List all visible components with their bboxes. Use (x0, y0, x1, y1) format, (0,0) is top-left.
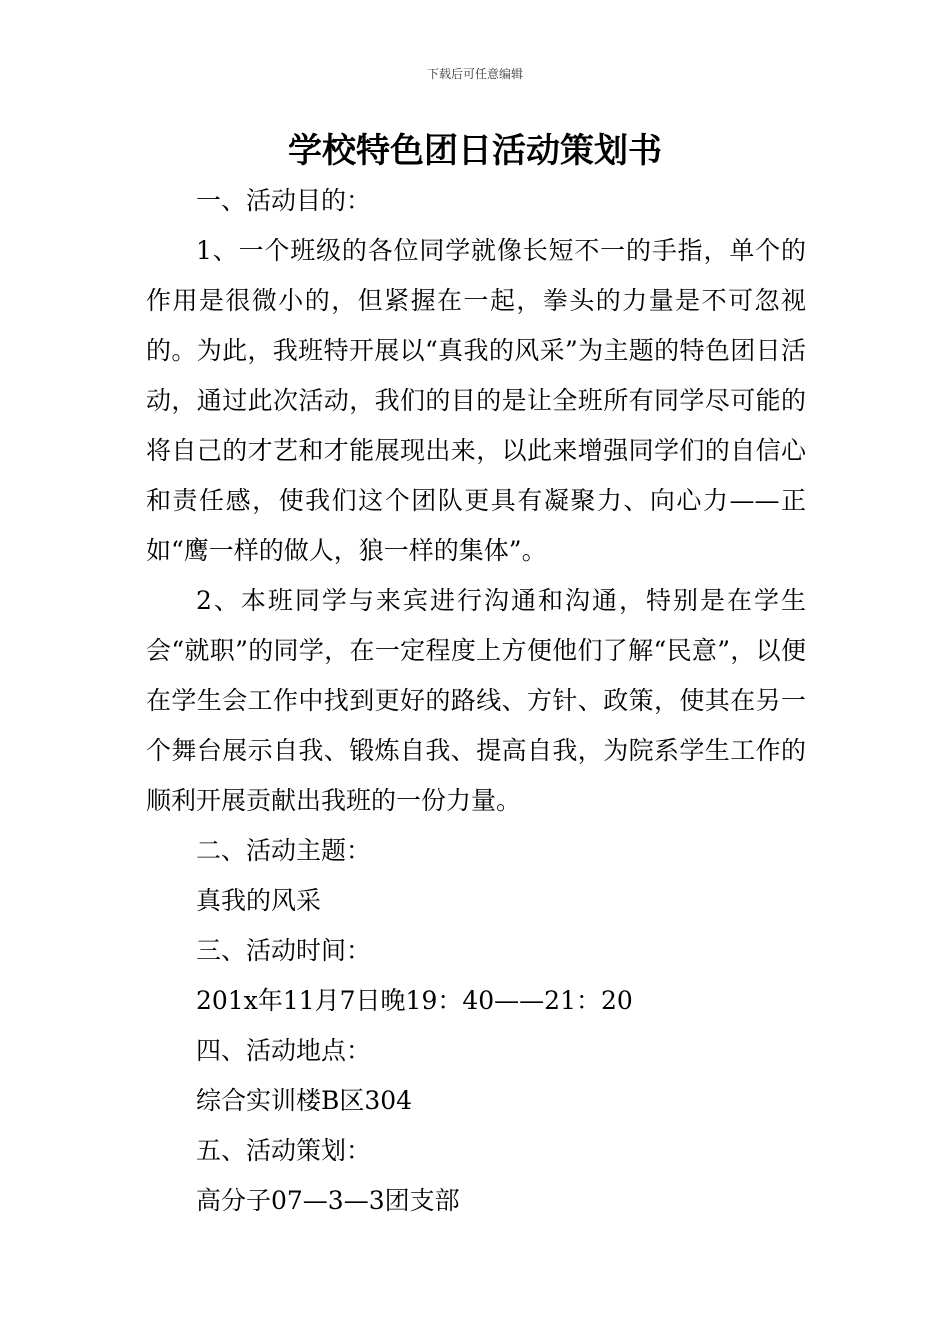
section-heading-planner: 五、活动策划： (196, 1136, 372, 1165)
header-note: 下载后可任意编辑 (426, 67, 523, 81)
planner-value: 高分子07—3—3团支部 (196, 1186, 460, 1215)
time-value: 201x年11月7日晚19：40——21：20 (196, 986, 633, 1015)
document-title: 学校特色团日活动策划书 (288, 131, 662, 171)
section-heading-theme: 二、活动主题： (196, 836, 372, 865)
purpose-paragraph-1: 1、一个班级的各位同学就像长短不一的手指，单个的作用是很微小的，但紧握在一起，拳头的力量是不可忽视的。为此，我班特开展以“真我的风采”为主题的特色团日活动，通过此次活动，我们的目的是让全班所有同学尽可能的将自己的才艺和才能展现出来，以此来增强同学们的自信心和责任感，使我们这个团队更具有凝聚力、向心力——正如“鹰一样的做人，狼一样的集体”。 (146, 236, 806, 565)
section-heading-time: 三、活动时间： (196, 936, 372, 965)
purpose-paragraph-2: 2、本班同学与来宾进行沟通和沟通，特别是在学生会“就职”的同学，在一定程度上方便他们了解“民意”，以便在学生会工作中找到更好的路线、方针、政策，使其在另一个舞台展示自我、锻炼自我、提高自我，为院系学生工作的顺利开展贡献出我班的一份力量。 (146, 586, 806, 815)
location-value: 综合实训楼B区304 (196, 1086, 413, 1115)
section-heading-purpose: 一、活动目的： (196, 186, 372, 215)
document-body (146, 176, 806, 1226)
section-heading-location: 四、活动地点： (196, 1036, 372, 1065)
theme-value: 真我的风采 (196, 886, 322, 915)
